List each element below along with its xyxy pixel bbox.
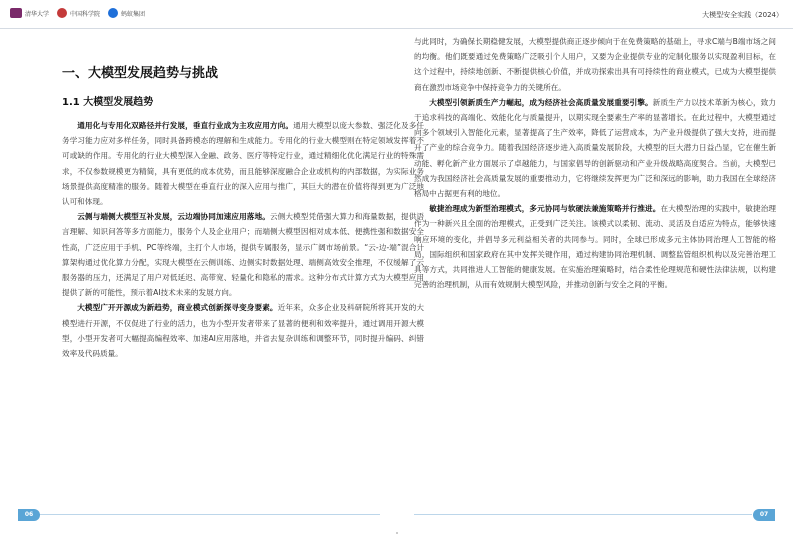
tsinghua-logo-text: 清华大学 — [25, 10, 50, 18]
paragraph-body: 通用大模型以庞大参数、强泛化及多任务学习能力应对多样任务，同时具备跨模态的理解和生成能力。专用化的行业大模型则在特定领域发挥着不可或缺的作用。专用化的行业大模型深入金融、政务、医疗等特定行业，通过精细化优化满足行业的特殊需求，不仅参数规模更为精简，具有更低的成本优势，而且能够深度融合企业或机构的内部数据，为实际业务场景提供高度精准的服务。随着大模型在垂直行业的深入应用与推广，其巨大的潜在价值将得到更为广泛地认可和体现。 — [62, 121, 425, 207]
paragraph-body: 近年来，众多企业及科研院所将其开发的大模型进行开源，不仅促进了行业的活力，也为小型开发者带来了显著的便利和效率提升，通过调用开源大模型，小型开发者可大幅提高编程效率、加速AI应用落地，并省去复杂训练和调整环节，同时提升编码、纠错效率及代码质量。 — [62, 303, 425, 359]
paragraph-lead: 大模型广开开源成为新趋势，商业模式创新探寻变身要素。 — [77, 303, 278, 313]
paragraph — [414, 201, 776, 292]
ant-group-logo — [108, 8, 145, 18]
tsinghua-logo — [10, 8, 49, 18]
spine-mark — [396, 532, 398, 534]
section-title: 1.1 大模型发展趋势 — [62, 97, 154, 108]
paragraph — [414, 95, 776, 201]
left-page — [62, 34, 424, 504]
chapter-title: 一、大模型发展趋势与挑战 — [62, 66, 219, 81]
footer-rule-left — [40, 514, 380, 515]
ant-group-logo-text: 蚂蚁集团 — [121, 10, 146, 18]
page-number-left: 06 — [18, 509, 40, 521]
paragraph-lead: 敏捷治理成为新型治理模式，多元协同与软硬法兼施策略并行推进。 — [429, 204, 661, 214]
cas-logo — [57, 8, 100, 18]
cas-logo-text: 中国科学院 — [70, 10, 101, 18]
paragraph-lead: 通用化与专用化双路径并行发展，垂直行业成为主攻应用方向。 — [77, 121, 294, 130]
paragraph-body: 与此同时，为确保长期稳健发展，大模型提供商正逐步倾向于在免费策略的基础上，寻求C端与B端市场之间的均衡。他们既要通过免费策略广泛吸引个人用户，又要为企业提供专业的定制化服务以实现盈利目标，在这个过程中，持续地创新、不断提供核心价值，并成功探索出具有可持续性的商业模式，已成为大模型提供商在激烈市场竞争中保持竞争力的关键所在。 — [414, 37, 776, 92]
paragraph — [62, 118, 424, 209]
paragraph — [62, 300, 424, 361]
logo-group — [10, 8, 145, 18]
cas-emblem-icon — [57, 8, 67, 18]
page-header — [0, 0, 793, 29]
tsinghua-emblem-icon — [10, 8, 22, 18]
paragraph-lead: 大模型引领新质生产力崛起，成为经济社会高质量发展重要引擎。 — [429, 97, 653, 107]
paragraph-body: 新质生产力以技术革新为核心，致力于追求科技的高端化、效能化化与质量提升，以期实现全要素生产率的显著增长。在此过程中，大模型通过向多个领域引入智能化元素，显著提高了生产效率，降低了运营成本，为产业升级提供了强大支持，进而提升了产业的综合竞争力。随着我国经济逐步进入高质量发展阶段，大模型的巨大潜力日益凸显，它在催生新动能、孵化新产业方面展示了卓越能力，与国家倡导的创新驱动和产业升级战略高度契合。当前，大模型已然成为我国经济社会高质量发展的重要推动力，它将继续发挥更为广泛和深远的影响，助力我国在全球经济格局中占据更有利的地位。 — [414, 97, 777, 199]
paragraph — [62, 209, 424, 300]
document-title: 大模型安全实践（2024） — [702, 11, 783, 19]
footer-rule-right — [414, 514, 752, 515]
paragraph-body: 云侧大模型凭借强大算力和海量数据，提供语言理解、知识问答等多方面能力，服务个人及企业用户；而端侧大模型因相对成本低、便携性强和数据安全性高，广泛应用于手机、PC等终端，主打个人市场，提供专属服务，显示广阔市场前景。“云-边-端”混合计算架构通过优化算力分配，实现大模型在云侧训练、边侧实时数据处理、端侧高效安全推理，不仅缓解了云服务器的压力，还满足了用户对低延迟、高带宽、轻量化和隐私的需求。这种分布式计算方式为大模型应用提供了新的可能性，预示着AI技术未来的发展方向。 — [62, 212, 425, 298]
paragraph — [414, 34, 776, 95]
right-page — [414, 34, 776, 504]
page-number-right: 07 — [753, 509, 775, 521]
ant-group-emblem-icon — [108, 8, 118, 18]
paragraph-lead: 云侧与端侧大模型互补发展，云边端协同加速应用落地。 — [77, 212, 270, 222]
paragraph-body: 在大模型治理的实践中，敏捷治理作为一种新兴且全面的治理模式，正受到广泛关注。该模式以柔韧、流动、灵活及自适应为特点，能够快速响应环境的变化，并倡导多元利益相关者的共同参与。同时，全球已形成多元主体协同治理人工智能的格局，国际组织和国家政府在其中发挥关键作用，通过构建协同治理机制、调整监管组织机构以及完善治理工具等方式，共同推进人工智能的健康发展。在实施治理策略时，结合柔性伦理规范和硬性法律法规，以构建完善的治理机制，从而有效规制大模型风险，并推动创新与安全之间的平衡。 — [414, 204, 777, 290]
